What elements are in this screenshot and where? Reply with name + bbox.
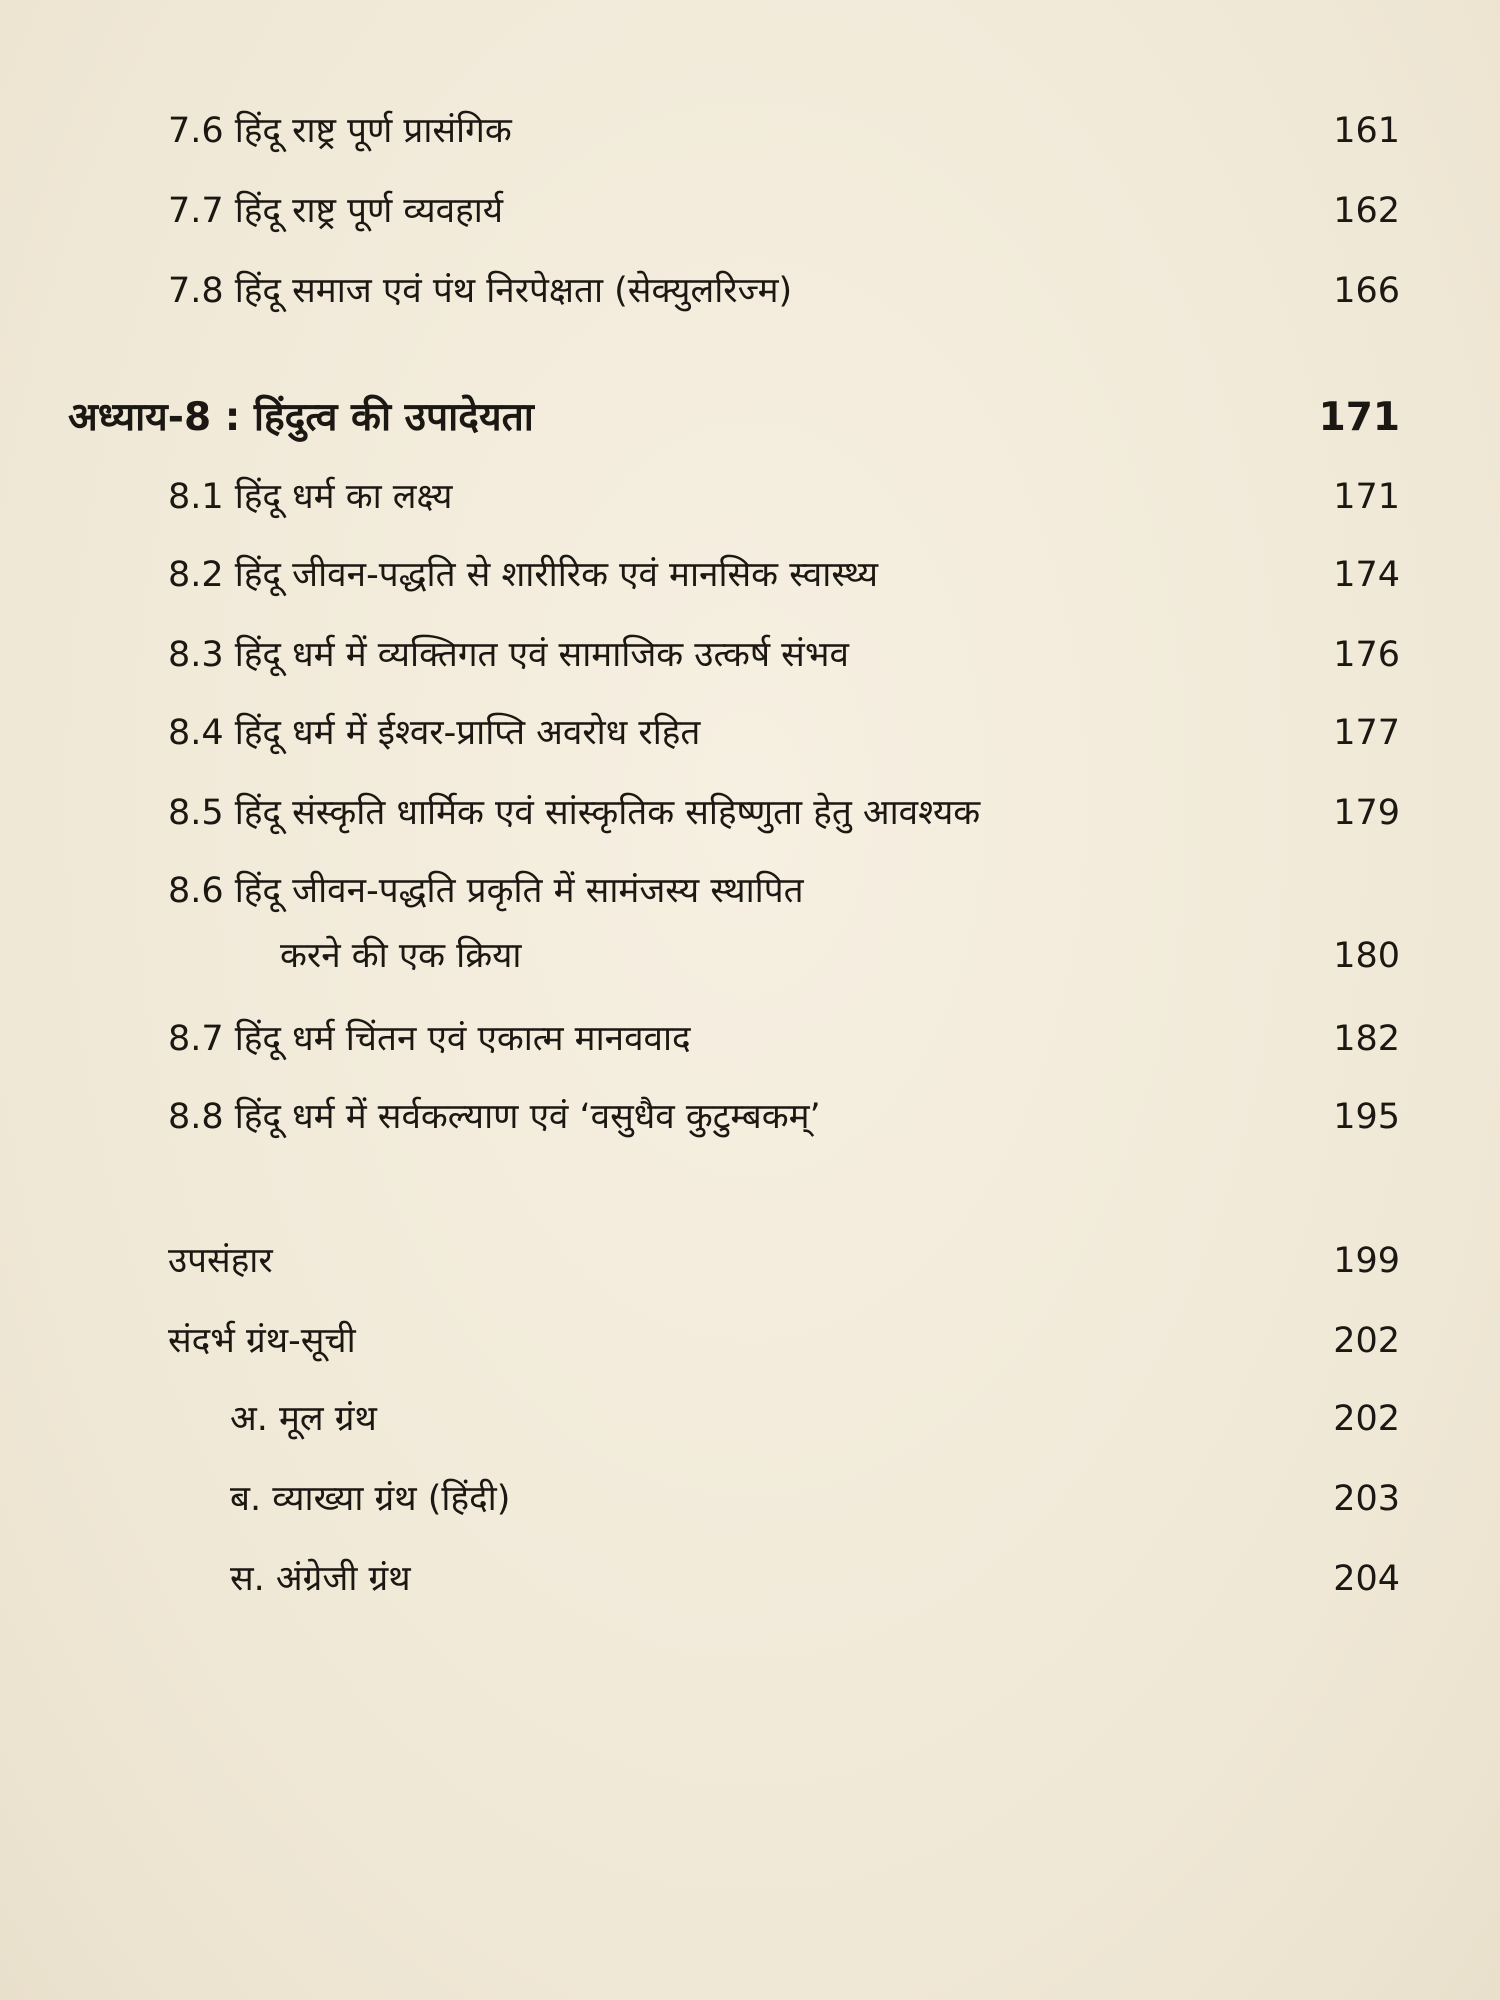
toc-entry-title: स. अंग्रेजी ग्रंथ <box>230 1559 411 1599</box>
toc-entry-page: 195 <box>1333 1097 1400 1137</box>
toc-entry-title: 7.7 हिंदू राष्ट्र पूर्ण व्यवहार्य <box>168 191 504 231</box>
toc-entry-page: 176 <box>1333 635 1400 675</box>
chapter-page: 171 <box>1318 395 1400 440</box>
toc-entry-page: 202 <box>1333 1321 1400 1361</box>
toc-entry-title: 7.8 हिंदू समाज एवं पंथ निरपेक्षता (सेक्युलरिज्म) <box>168 271 793 311</box>
toc-entry-title: 8.5 हिंदू संस्कृति धार्मिक एवं सांस्कृतिक सहिष्णुता हेतु आवश्यक <box>168 793 981 833</box>
toc-entry-page: 202 <box>1333 1399 1400 1439</box>
toc-entry-page: 182 <box>1333 1019 1400 1059</box>
toc-entry-title: 7.6 हिंदू राष्ट्र पूर्ण प्रासंगिक <box>168 111 512 151</box>
toc-entry-title: 8.2 हिंदू जीवन-पद्धति से शारीरिक एवं मानसिक स्वास्थ्य <box>168 555 879 595</box>
chapter-title: अध्याय-8 : हिंदुत्व की उपादेयता <box>68 395 534 440</box>
toc-entry-ref-english <box>230 1556 1400 1603</box>
toc-entry-ref-commentary <box>230 1476 1400 1523</box>
toc-entry-page: 161 <box>1333 111 1400 151</box>
toc-entry-7-6 <box>168 108 1400 155</box>
toc-entry-title: उपसंहार <box>168 1241 273 1281</box>
toc-entry-8-4 <box>168 710 1400 757</box>
toc-entry-page: 174 <box>1333 555 1400 595</box>
toc-chapter-heading <box>68 392 1400 445</box>
toc-entry-title-line1: 8.6 हिंदू जीवन-पद्धति प्रकृति में सामंजस्य स्थापित <box>168 871 804 911</box>
toc-entry-title: 8.7 हिंदू धर्म चिंतन एवं एकात्म मानववाद <box>168 1019 691 1059</box>
toc-entry-title-line2: करने की एक क्रिया <box>280 936 522 977</box>
toc-entry-8-2 <box>168 552 1400 599</box>
toc-entry-title: 8.1 हिंदू धर्म का लक्ष्य <box>168 477 453 517</box>
toc-entry-page: 162 <box>1333 191 1400 231</box>
toc-entry-page: 203 <box>1333 1479 1400 1519</box>
toc-entry-8-1 <box>168 474 1400 521</box>
toc-entry-title: 8.3 हिंदू धर्म में व्यक्तिगत एवं सामाजिक उत्कर्ष संभव <box>168 635 849 675</box>
toc-entry-bibliography <box>168 1318 1400 1365</box>
toc-entry-8-6 <box>168 868 1400 981</box>
toc-entry-page: 177 <box>1333 713 1400 753</box>
toc-entry-8-8 <box>168 1094 1400 1141</box>
toc-entry-page: 171 <box>1333 477 1400 517</box>
toc-entry-8-5 <box>168 790 1400 837</box>
toc-entry-title: संदर्भ ग्रंथ-सूची <box>168 1321 356 1361</box>
toc-entry-title: ब. व्याख्या ग्रंथ (हिंदी) <box>230 1479 511 1519</box>
toc-entry-title: 8.4 हिंदू धर्म में ईश्वर-प्राप्ति अवरोध रहित <box>168 713 701 753</box>
toc-entry-title: 8.8 हिंदू धर्म में सर्वकल्याण एवं ‘वसुधैव कुटुम्बकम्’ <box>168 1097 821 1137</box>
toc-entry-page: 166 <box>1333 271 1400 311</box>
toc-entry-conclusion <box>168 1238 1400 1285</box>
toc-entry-7-8 <box>168 268 1400 315</box>
toc-entry-page: 180 <box>1333 936 1400 977</box>
toc-entry-title: अ. मूल ग्रंथ <box>230 1399 377 1439</box>
toc-entry-7-7 <box>168 188 1400 235</box>
toc-entry-page: 179 <box>1333 793 1400 833</box>
toc-entry-title-line2-row <box>168 933 1400 980</box>
toc-entry-8-7 <box>168 1016 1400 1063</box>
toc-entry-ref-original <box>230 1396 1400 1443</box>
toc-entry-8-3 <box>168 632 1400 679</box>
toc-entry-page: 199 <box>1333 1241 1400 1281</box>
toc-entry-page: 204 <box>1333 1559 1400 1599</box>
